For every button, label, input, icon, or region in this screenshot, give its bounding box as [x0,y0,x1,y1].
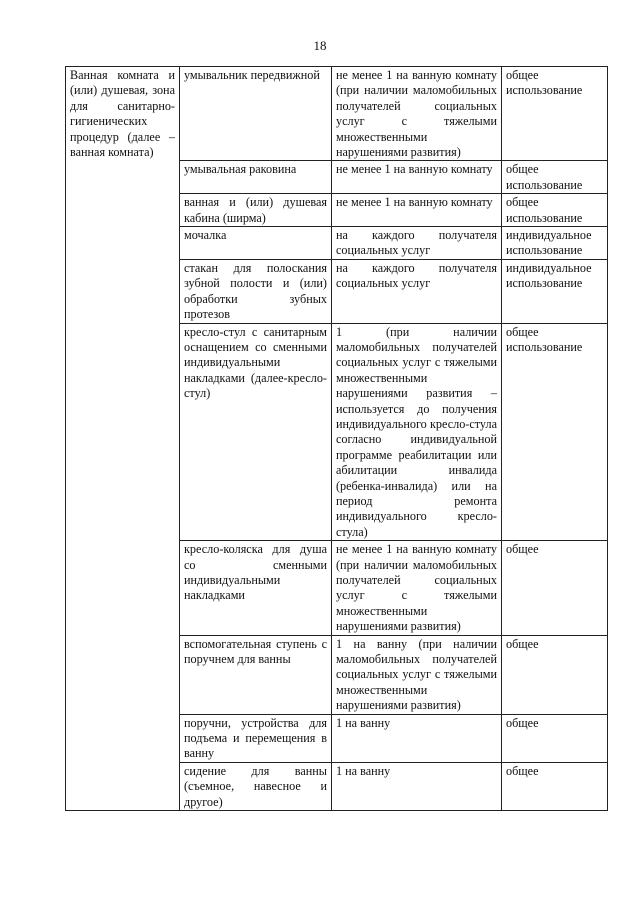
quantity-cell: не менее 1 на ванную комнату (при наличии маломобильных получателей социальных услуг с тяжелыми множественными нарушениями развития) [332,67,502,161]
item-cell: кресло-коляска для душа со сменными индивидуальными накладками [180,541,332,635]
use-cell: общее использование [502,323,608,541]
use-cell: общее использование [502,194,608,227]
quantity-cell: не менее 1 на ванную комнату (при наличии маломобильных получателей социальных услуг с тяжелыми множественными нарушениями развития) [332,541,502,635]
quantity-cell: на каждого получателя социальных услуг [332,227,502,260]
use-cell: индивидуальное использование [502,259,608,323]
item-cell: кресло-стул с санитарным оснащением со сменными индивидуальными накладками (далее-кресло-стул) [180,323,332,541]
quantity-cell: 1 на ванну [332,762,502,810]
item-cell: стакан для полоскания зубной полости и (или) обработки зубных протезов [180,259,332,323]
use-cell: общее [502,714,608,762]
item-cell: умывальная раковина [180,161,332,194]
item-cell: поручни, устройства для подъема и перемещения в ванну [180,714,332,762]
quantity-cell: не менее 1 на ванную комнату [332,161,502,194]
use-cell: общее [502,541,608,635]
use-cell: общее использование [502,161,608,194]
quantity-cell: не менее 1 на ванную комнату [332,194,502,227]
quantity-cell: на каждого получателя социальных услуг [332,259,502,323]
use-cell: индивидуальное использование [502,227,608,260]
item-cell: ванная и (или) душевая кабина (ширма) [180,194,332,227]
page-number: 18 [313,38,327,53]
item-cell: сидение для ванны (съемное, навесное и другое) [180,762,332,810]
use-cell: общее использование [502,67,608,161]
item-cell: мочалка [180,227,332,260]
equipment-table [65,66,608,811]
use-cell: общее [502,762,608,810]
item-cell: умывальник передвижной [180,67,332,161]
quantity-cell: 1 на ванну (при наличии маломобильных получателей социальных услуг с тяжелыми множественными нарушениями развития) [332,635,502,714]
item-cell: вспомогательная ступень с поручнем для ванны [180,635,332,714]
quantity-cell: 1 (при наличии маломобильных получателей социальных услуг с тяжелыми множественными нарушениями развития – используется до получения индивидуального кресло-стула согласно индивидуальной программе реабилитации или абилитации инвалида (ребенка-инвалида) или на период ремонта индивидуального кресло-стула) [332,323,502,541]
table-row [66,67,608,161]
quantity-cell: 1 на ванну [332,714,502,762]
room-cell: Ванная комната и (или) душевая, зона для санитарно-гигиенических процедур (далее – ванная комната) [66,67,180,811]
use-cell: общее [502,635,608,714]
